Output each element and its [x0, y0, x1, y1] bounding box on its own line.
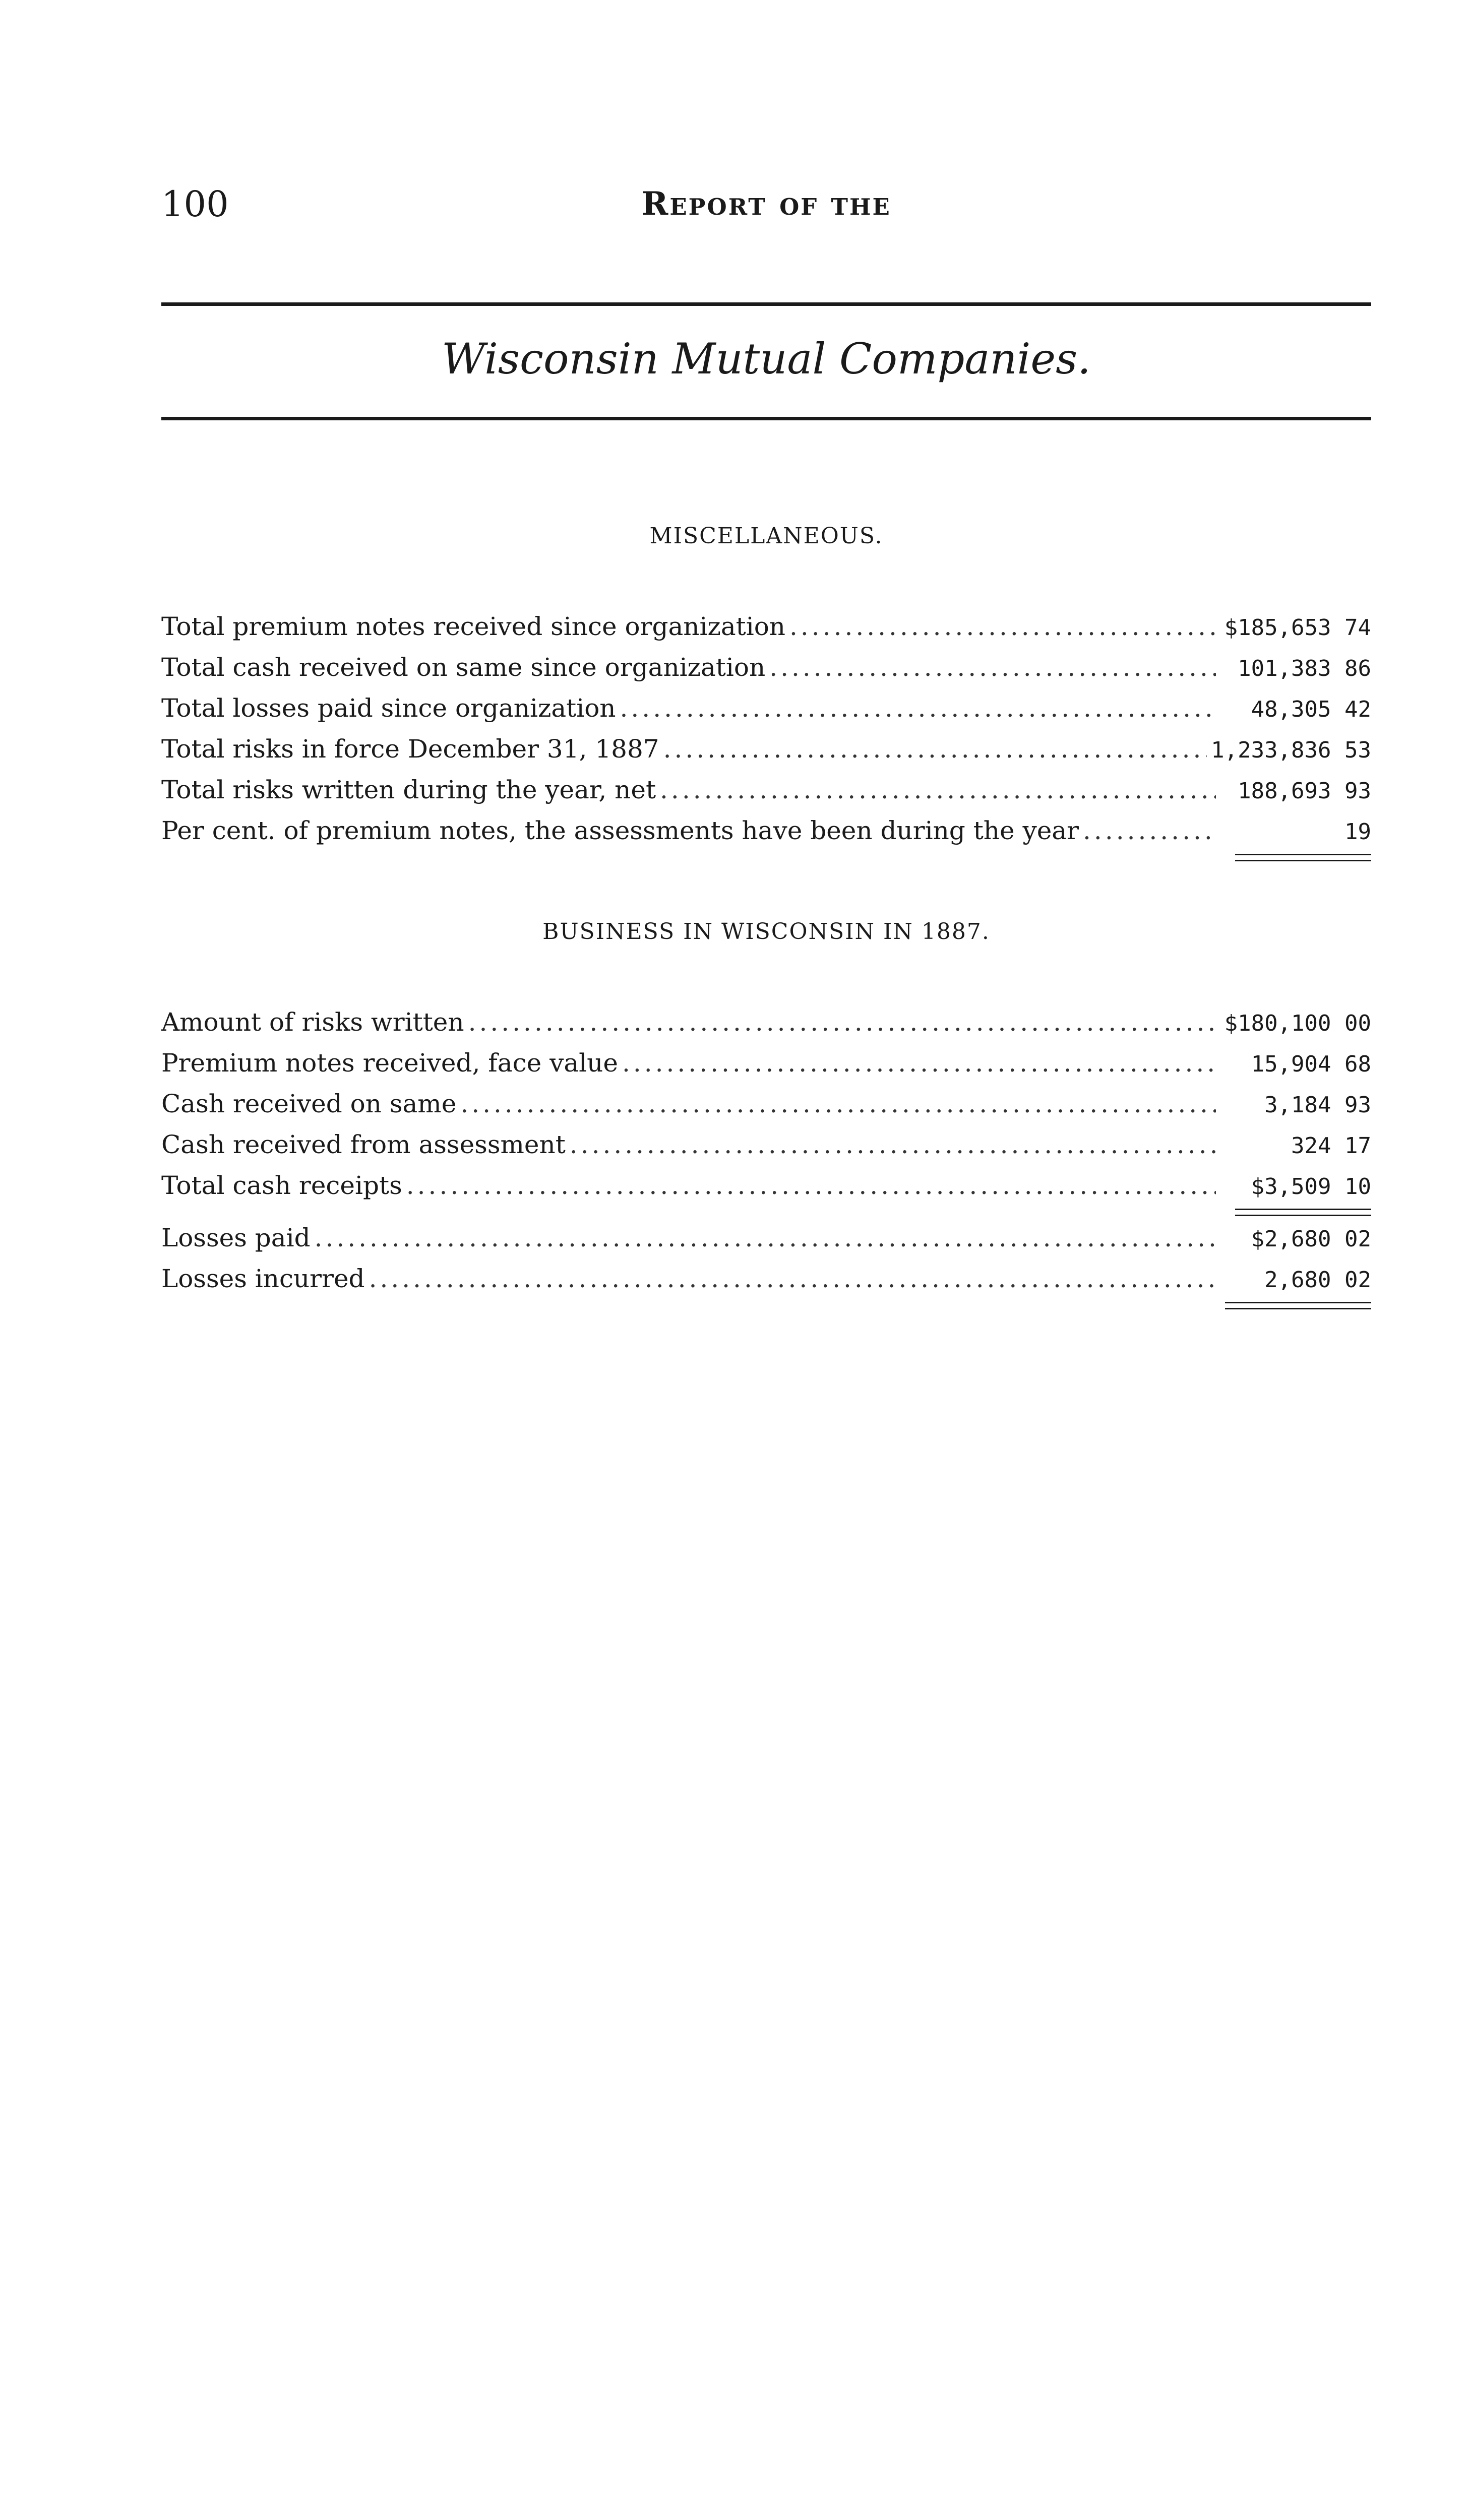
miscellaneous-table	[161, 607, 1371, 861]
row-label: Total cash receipts	[161, 1171, 402, 1200]
row-label: Total premium notes received since organization	[161, 612, 786, 641]
dot-leader	[769, 648, 1216, 687]
table-row	[161, 1166, 1371, 1207]
bottom-rule	[161, 417, 1371, 420]
row-label: Premium notes received, face value	[161, 1048, 618, 1078]
subtotal-double-rule	[1235, 1209, 1371, 1216]
row-label: Cash received on same	[161, 1089, 457, 1118]
dot-leader	[460, 1084, 1216, 1123]
table-row	[161, 770, 1371, 811]
dot-leader	[660, 770, 1216, 809]
row-amount: 1,233,836 53	[1211, 737, 1371, 763]
dot-leader	[789, 607, 1216, 646]
table-row	[161, 729, 1371, 770]
row-label: Amount of risks written	[161, 1007, 464, 1037]
row-amount: 48,305 42	[1251, 697, 1371, 722]
row-amount: $185,653 74	[1224, 615, 1371, 641]
row-label: Per cent. of premium notes, the assessments have been during the year	[161, 816, 1079, 845]
document-page	[161, 181, 1371, 1311]
row-label: Total cash received on same since organization	[161, 653, 766, 682]
row-label: Total losses paid since organization	[161, 694, 616, 723]
page-number: 100	[161, 183, 229, 225]
dot-leader	[620, 688, 1216, 728]
row-amount: 188,693 93	[1238, 778, 1371, 804]
top-rule	[161, 302, 1371, 306]
table-row	[161, 607, 1371, 648]
table-row	[161, 811, 1371, 852]
dot-leader	[622, 1043, 1216, 1083]
table-row	[161, 688, 1371, 729]
table-row	[161, 1002, 1371, 1043]
dot-leader	[1083, 811, 1216, 850]
total-double-rule	[1225, 1302, 1371, 1309]
row-amount: $2,680 02	[1251, 1226, 1371, 1252]
table-row	[161, 1125, 1371, 1166]
dot-leader	[406, 1166, 1216, 1205]
row-amount: $3,509 10	[1251, 1174, 1371, 1200]
business-heading: BUSINESS IN WISCONSIN IN 1887.	[542, 919, 990, 944]
dot-leader	[663, 729, 1207, 769]
row-amount: 324 17	[1291, 1133, 1371, 1159]
dot-leader	[468, 1002, 1216, 1042]
running-head	[161, 181, 1371, 227]
running-title: Report of the	[641, 185, 891, 223]
row-amount: 101,383 86	[1238, 656, 1371, 681]
row-amount: $180,100 00	[1224, 1011, 1371, 1036]
total-double-rule	[1235, 854, 1371, 861]
table-row	[161, 648, 1371, 688]
table-row	[161, 1218, 1371, 1259]
row-label: Cash received from assessment	[161, 1130, 566, 1159]
table-row	[161, 1084, 1371, 1125]
dot-leader	[570, 1125, 1216, 1164]
row-amount: 3,184 93	[1264, 1092, 1371, 1118]
table-row	[161, 1259, 1371, 1300]
row-label: Losses paid	[161, 1223, 311, 1252]
table-row	[161, 1043, 1371, 1084]
row-label: Total risks written during the year, net	[161, 775, 656, 804]
row-amount: 19	[1344, 819, 1371, 845]
miscellaneous-heading: MISCELLANEOUS.	[649, 523, 883, 549]
section-subtitle: Wisconsin Mutual Companies.	[442, 334, 1091, 384]
dot-leader	[315, 1218, 1216, 1257]
row-label: Total risks in force December 31, 1887	[161, 734, 659, 764]
row-label: Losses incurred	[161, 1264, 365, 1293]
dot-leader	[369, 1259, 1216, 1298]
business-table	[161, 1002, 1371, 1309]
row-amount: 15,904 68	[1251, 1051, 1371, 1077]
row-amount: 2,680 02	[1264, 1267, 1371, 1293]
